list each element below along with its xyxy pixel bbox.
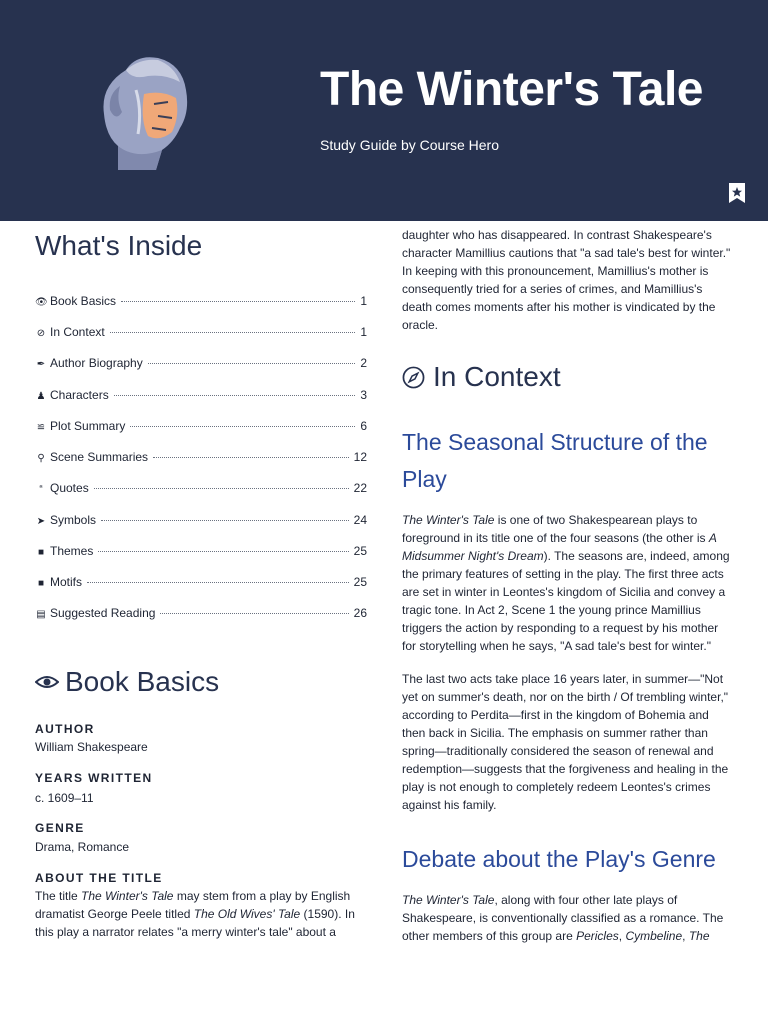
toc-item-label: Plot Summary <box>50 419 126 433</box>
toc-page-number: 25 <box>353 575 367 589</box>
books-icon: ▤ <box>36 609 46 620</box>
toc-page-number: 24 <box>353 513 367 527</box>
continued-paragraph: daughter who has disappeared. In contrast Shakespeare's character Mamillius cautions that "a sad tale's best for winter." In keeping with this pronouncement, Mamillius's mother is consequently tried for a series of crimes, and Mamillius's death comes moments after his mother is vindicated by the oracle. <box>402 228 731 332</box>
toc-item-label: Symbols <box>50 513 97 527</box>
header-banner <box>0 0 768 221</box>
toc-page-number: 3 <box>360 388 367 402</box>
seasonal-paragraph-2: The last two acts take place 16 years later, in summer—"Not yet on summer's death, nor on the birth / Of trembling winter," according to Perdita—first in the kingdom of Bohemia and then back in Sicilia. The emphasis on summer rather than spring—traditionally considered the season of renewal and redemption—suggests that the forgiveness and healing in the play is not enough to completely redeem Leontes's crimes against his family. <box>402 672 729 812</box>
toc-item-label: Characters <box>50 388 109 402</box>
toc-item-label: Themes <box>50 544 94 558</box>
toc-leader <box>87 582 349 583</box>
toc-item-characters[interactable] <box>35 388 367 408</box>
toc-page-number: 2 <box>360 356 367 370</box>
toc-leader <box>101 520 349 521</box>
toc-leader <box>98 551 348 552</box>
about-title-paragraph: The title The Winter's Tale may stem from a play by English dramatist George Peele titled The Old Wives' Tale (1590). In this play a narrator relates "a merry winter's tale" about a <box>35 889 355 939</box>
theater-masks-icon: ■ <box>37 578 45 589</box>
line-chart-icon: ≌ <box>36 422 46 433</box>
in-context-heading <box>402 361 561 393</box>
toc-leader <box>114 395 356 396</box>
toc-item-label: Author Biography <box>50 356 143 370</box>
in-context-heading-text: In Context <box>433 361 561 392</box>
page-subtitle: Study Guide by Course Hero <box>320 137 499 153</box>
toc-item-label: In Context <box>50 325 105 339</box>
toc-leader <box>148 363 356 364</box>
toc-leader <box>130 426 355 427</box>
toc-item-label: Suggested Reading <box>50 606 156 620</box>
toc-item-label: Motifs <box>50 575 83 589</box>
genre-debate-heading: Debate about the Play's Genre <box>402 846 716 872</box>
toc-item-label: Book Basics <box>50 294 117 308</box>
toc-item-scene-summaries[interactable] <box>35 450 367 470</box>
toc-leader <box>160 613 348 614</box>
seasonal-structure-heading: The Seasonal Structure of the Play <box>402 429 708 492</box>
eye-icon: 👁 <box>35 297 48 308</box>
toc-page-number: 25 <box>353 544 367 558</box>
book-basics-heading-text: Book Basics <box>65 666 220 697</box>
toc-leader <box>110 332 356 333</box>
seasonal-paragraph-1: The Winter's Tale is one of two Shakespearean plays to foreground in its title one of the four seasons (the other is A Midsummer Night's Dream). The seasons are, indeed, among the primary features of setting in the play. The first three acts are set in winter in Leontes's kingdom of Sicilia and convey a tragic tone. In Act 2, Scene 1 the young prince Mamillius triggers the action by responding to a request by his mother for storytelling when he says, "A sad tale's best for winter." <box>402 513 730 653</box>
toc-item-in-context[interactable] <box>35 325 367 345</box>
toc-item-symbols[interactable] <box>35 513 367 533</box>
bookmark-star-icon[interactable] <box>727 182 747 204</box>
shakespeare-bust-icon <box>96 50 196 170</box>
book-basics-heading <box>35 666 219 698</box>
toc-leader <box>94 488 349 489</box>
about-title-label: ABOUT THE TITLE <box>35 871 163 885</box>
author-value: William Shakespeare <box>35 740 148 754</box>
toc-page-number: 26 <box>353 606 367 620</box>
theater-masks-icon: ■ <box>37 547 45 558</box>
toc-page-number: 1 <box>360 294 367 308</box>
compass-icon: ⊘ <box>36 328 46 339</box>
toc-item-book-basics[interactable] <box>35 294 367 314</box>
years-written-label: YEARS WRITTEN <box>35 771 153 785</box>
toc-page-number: 22 <box>353 481 367 495</box>
toc-leader <box>121 301 355 302</box>
toc-item-themes[interactable] <box>35 544 367 564</box>
toc-item-author-biography[interactable] <box>35 356 367 376</box>
bird-icon: ➤ <box>36 516 46 527</box>
toc-item-label: Scene Summaries <box>50 450 149 464</box>
quote-icon: “ <box>39 484 43 495</box>
toc-page-number: 12 <box>353 450 367 464</box>
pen-nib-icon: ✒ <box>36 359 46 370</box>
page-title: The Winter's Tale <box>320 63 703 116</box>
toc-item-suggested-reading[interactable] <box>35 606 367 626</box>
genre-value: Drama, Romance <box>35 840 130 854</box>
toc-item-label: Quotes <box>50 481 89 495</box>
toc-leader <box>153 457 349 458</box>
toc-item-motifs[interactable] <box>35 575 367 595</box>
toc-item-quotes[interactable] <box>35 481 367 501</box>
people-icon: ♟ <box>36 391 46 402</box>
eye-icon <box>35 674 59 690</box>
genre-label: GENRE <box>35 821 85 835</box>
toc-page-number: 6 <box>360 419 367 433</box>
whats-inside-heading: What's Inside <box>35 230 203 261</box>
genre-paragraph-1: The Winter's Tale, along with four other late plays of Shakespeare, is conventionally classified as a romance. The other members of this group are Pericles, Cymbeline, The <box>402 893 724 943</box>
toc-page-number: 1 <box>360 325 367 339</box>
compass-icon <box>402 366 425 389</box>
years-written-value: c. 1609–11 <box>35 791 94 805</box>
author-label: AUTHOR <box>35 722 95 736</box>
toc-item-plot-summary[interactable] <box>35 419 367 439</box>
magnifier-icon: ⚲ <box>37 453 45 464</box>
